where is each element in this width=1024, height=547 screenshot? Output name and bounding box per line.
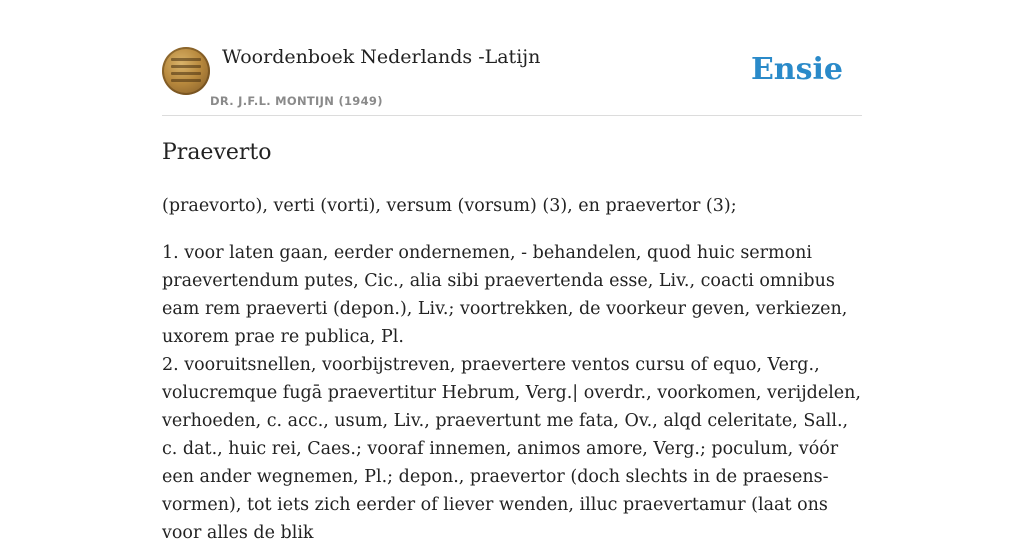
ensie-logo-link[interactable]: Ensie <box>750 52 843 87</box>
entry-sense-1: 1. voor laten gaan, eerder ondernemen, - behandelen, quod huic sermoni praevertendum putes, Cic., alia sibi praevertenda esse, Liv., coacti omnibus eam rem praeverti (depon.), Liv.; voortrekken, de voorkeur geven, verkiezen, uxorem prae re publica, Pl. <box>162 243 848 347</box>
dictionary-author: DR. J.F.L. MONTIJN (1949) <box>210 94 383 108</box>
coin-inscription-icon[interactable] <box>162 47 210 95</box>
dictionary-title[interactable]: Woordenboek Nederlands -Latijn <box>222 46 541 68</box>
entry-content <box>162 192 862 547</box>
entry-title: Praeverto <box>162 140 272 165</box>
dictionary-header <box>162 44 862 116</box>
entry-sense-2: 2. vooruitsnellen, voorbijstreven, praevertere ventos cursu of equo, Verg., volucremque fugā praevertitur Hebrum, Verg.| overdr., voorkomen, verijdelen, verhoeden, c. acc., usum, Liv., praevertunt me fata, Ov., alqd celeritate, Sall., c. dat., huic rei, Caes.; vooraf innemen, animos amore, Verg.; poculum, vóór een ander wegnemen, Pl.; depon., praevertor (doch slechts in de praesens-vormen), tot iets zich eerder of liever wenden, illuc praevertamur (laat ons voor alles de blik <box>162 355 861 543</box>
coin-inscription-lines <box>171 58 201 86</box>
entry-intro: (praevorto), verti (vorti), versum (vorsum) (3), en praevertor (3); <box>162 196 737 216</box>
